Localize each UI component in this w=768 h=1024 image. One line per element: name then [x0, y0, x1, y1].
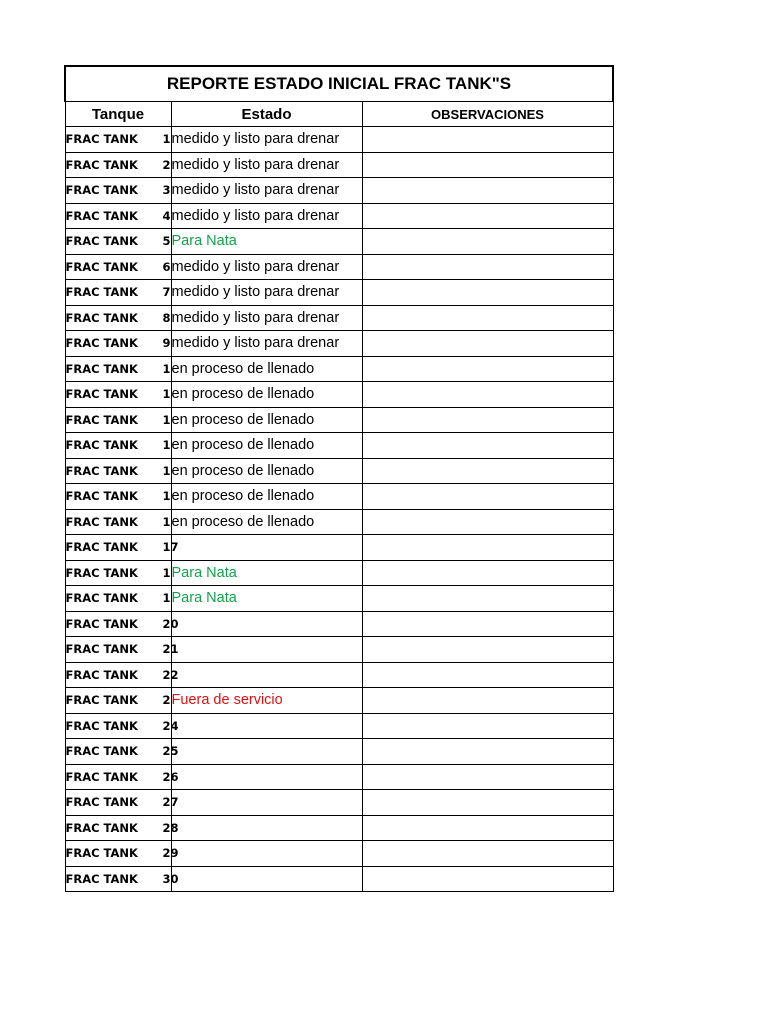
estado-cell[interactable]: Fuera de servicio [171, 688, 362, 714]
frac-tank-status-table [64, 65, 614, 892]
table-row [65, 203, 613, 229]
tank-label: FRAC TANK [65, 744, 138, 759]
observaciones-cell[interactable] [362, 356, 613, 382]
table-row [65, 611, 613, 637]
tank-number: 1 [162, 412, 171, 427]
tanque-cell[interactable] [65, 713, 179, 739]
tank-number: 25 [162, 744, 179, 759]
tank-number: 1 [162, 438, 171, 453]
tank-label: FRAC TANK [65, 616, 138, 631]
tank-label: FRAC TANK [65, 489, 138, 504]
tank-number: 1 [162, 463, 171, 478]
tank-number: 1 [162, 132, 171, 147]
header-observaciones[interactable]: OBSERVACIONES [362, 102, 613, 127]
tank-number: 1 [162, 387, 171, 402]
tanque-cell[interactable] [65, 280, 171, 306]
table-row [65, 331, 613, 357]
tank-number: 7 [162, 285, 171, 300]
tank-label: FRAC TANK [65, 438, 138, 453]
table-row [65, 764, 613, 790]
observaciones-cell[interactable] [362, 713, 613, 739]
estado-cell[interactable]: medido y listo para drenar [171, 305, 362, 331]
observaciones-cell[interactable] [362, 535, 613, 561]
observaciones-cell[interactable] [362, 637, 613, 663]
title-row [65, 66, 613, 102]
observaciones-cell[interactable] [362, 560, 613, 586]
tank-label: FRAC TANK [65, 132, 138, 147]
tanque-cell[interactable] [65, 586, 171, 612]
tank-number: 9 [162, 336, 171, 351]
tanque-cell[interactable] [65, 356, 171, 382]
tanque-cell[interactable] [65, 509, 171, 535]
table-row [65, 254, 613, 280]
observaciones-cell[interactable] [362, 866, 613, 892]
observaciones-cell[interactable] [362, 790, 613, 816]
tank-label: FRAC TANK [65, 591, 138, 606]
estado-cell[interactable] [171, 739, 362, 765]
table-row [65, 637, 613, 663]
tank-label: FRAC TANK [65, 387, 138, 402]
table-row [65, 178, 613, 204]
header-estado[interactable]: Estado [171, 102, 362, 127]
table-row [65, 662, 613, 688]
tank-label: FRAC TANK [65, 157, 138, 172]
estado-cell[interactable] [171, 790, 362, 816]
tanque-cell[interactable] [65, 433, 171, 459]
estado-cell[interactable]: Para Nata [171, 560, 362, 586]
tank-number: 4 [162, 208, 171, 223]
tank-label: FRAC TANK [65, 412, 138, 427]
header-row [65, 102, 613, 127]
observaciones-cell[interactable] [362, 688, 613, 714]
observaciones-cell[interactable] [362, 484, 613, 510]
tanque-cell[interactable] [65, 407, 171, 433]
estado-cell[interactable]: medido y listo para drenar [171, 127, 362, 153]
table-row [65, 458, 613, 484]
tank-label: FRAC TANK [65, 336, 138, 351]
header-tanque[interactable]: Tanque [65, 102, 171, 127]
tank-number: 22 [162, 667, 179, 682]
observaciones-cell[interactable] [362, 382, 613, 408]
tank-label: FRAC TANK [65, 361, 138, 376]
table-row [65, 229, 613, 255]
observaciones-cell[interactable] [362, 433, 613, 459]
tank-number: 2 [162, 693, 171, 708]
observaciones-cell[interactable] [362, 739, 613, 765]
table-row [65, 484, 613, 510]
tanque-cell[interactable] [65, 305, 171, 331]
tanque-cell[interactable] [65, 815, 179, 841]
estado-cell[interactable]: medido y listo para drenar [171, 152, 362, 178]
tank-label: FRAC TANK [65, 667, 138, 682]
estado-cell[interactable]: medido y listo para drenar [171, 280, 362, 306]
report-title[interactable]: REPORTE ESTADO INICIAL FRAC TANK"S [65, 66, 613, 102]
table-row [65, 790, 613, 816]
estado-cell[interactable] [171, 535, 362, 561]
tank-label: FRAC TANK [65, 310, 138, 325]
table-row [65, 739, 613, 765]
observaciones-cell[interactable] [362, 611, 613, 637]
table-row [65, 433, 613, 459]
tanque-cell[interactable] [65, 127, 171, 153]
tank-number: 5 [162, 234, 171, 249]
tank-number: 1 [162, 489, 171, 504]
tank-number: 1 [162, 514, 171, 529]
tanque-cell[interactable] [65, 688, 171, 714]
tank-label: FRAC TANK [65, 846, 138, 861]
estado-cell[interactable] [171, 637, 362, 663]
estado-cell[interactable] [171, 662, 362, 688]
tank-label: FRAC TANK [65, 259, 138, 274]
tanque-cell[interactable] [65, 739, 179, 765]
table-body [65, 127, 613, 892]
observaciones-cell[interactable] [362, 509, 613, 535]
estado-cell[interactable]: en proceso de llenado [171, 356, 362, 382]
tanque-cell[interactable] [65, 178, 171, 204]
tank-label: FRAC TANK [65, 540, 138, 555]
table-row [65, 535, 613, 561]
observaciones-cell[interactable] [362, 331, 613, 357]
estado-cell[interactable]: medido y listo para drenar [171, 203, 362, 229]
tank-label: FRAC TANK [65, 769, 138, 784]
table-row [65, 407, 613, 433]
tank-number: 6 [162, 259, 171, 274]
estado-cell[interactable]: en proceso de llenado [171, 407, 362, 433]
tank-label: FRAC TANK [65, 285, 138, 300]
estado-cell[interactable] [171, 764, 362, 790]
estado-cell[interactable]: en proceso de llenado [171, 433, 362, 459]
tank-label: FRAC TANK [65, 642, 138, 657]
tank-number: 28 [162, 820, 179, 835]
tank-number: 1 [162, 361, 171, 376]
table-row [65, 586, 613, 612]
tank-label: FRAC TANK [65, 820, 138, 835]
tanque-cell[interactable] [65, 254, 171, 280]
estado-cell[interactable] [171, 815, 362, 841]
table-row [65, 841, 613, 867]
tank-number: 20 [162, 616, 179, 631]
tank-label: FRAC TANK [65, 183, 138, 198]
table-row [65, 305, 613, 331]
tanque-cell[interactable] [65, 560, 171, 586]
estado-cell[interactable] [171, 866, 362, 892]
observaciones-cell[interactable] [362, 305, 613, 331]
tank-label: FRAC TANK [65, 514, 138, 529]
estado-cell[interactable]: en proceso de llenado [171, 509, 362, 535]
table-row [65, 815, 613, 841]
tanque-cell[interactable] [65, 331, 171, 357]
tanque-cell[interactable] [65, 484, 171, 510]
tank-label: FRAC TANK [65, 718, 138, 733]
tanque-cell[interactable] [65, 152, 171, 178]
estado-cell[interactable]: Para Nata [171, 586, 362, 612]
table-row [65, 688, 613, 714]
observaciones-cell[interactable] [362, 841, 613, 867]
observaciones-cell[interactable] [362, 815, 613, 841]
table-row [65, 356, 613, 382]
estado-cell[interactable]: medido y listo para drenar [171, 178, 362, 204]
table-row [65, 560, 613, 586]
tanque-cell[interactable] [65, 764, 179, 790]
estado-cell[interactable]: en proceso de llenado [171, 382, 362, 408]
table-row [65, 713, 613, 739]
observaciones-cell[interactable] [362, 203, 613, 229]
tank-label: FRAC TANK [65, 565, 138, 580]
tank-number: 1 [162, 591, 171, 606]
tank-number: 24 [162, 718, 179, 733]
tank-number: 27 [162, 795, 179, 810]
tanque-cell[interactable] [65, 458, 171, 484]
tank-label: FRAC TANK [65, 234, 138, 249]
tanque-cell[interactable] [65, 662, 179, 688]
observaciones-cell[interactable] [362, 764, 613, 790]
observaciones-cell[interactable] [362, 152, 613, 178]
observaciones-cell[interactable] [362, 458, 613, 484]
table-row [65, 509, 613, 535]
observaciones-cell[interactable] [362, 127, 613, 153]
estado-cell[interactable] [171, 841, 362, 867]
estado-cell[interactable]: Para Nata [171, 229, 362, 255]
tanque-cell[interactable] [65, 841, 179, 867]
tank-number: 2 [162, 157, 171, 172]
estado-cell[interactable]: medido y listo para drenar [171, 331, 362, 357]
estado-cell[interactable]: en proceso de llenado [171, 458, 362, 484]
tanque-cell[interactable] [65, 637, 179, 663]
table-row [65, 280, 613, 306]
tank-label: FRAC TANK [65, 871, 138, 886]
tanque-cell[interactable] [65, 203, 171, 229]
tank-label: FRAC TANK [65, 463, 138, 478]
tank-label: FRAC TANK [65, 208, 138, 223]
table-row [65, 382, 613, 408]
tanque-cell[interactable] [65, 535, 179, 561]
tank-number: 26 [162, 769, 179, 784]
observaciones-cell[interactable] [362, 280, 613, 306]
tank-label: FRAC TANK [65, 693, 138, 708]
tanque-cell[interactable] [65, 382, 171, 408]
tank-number: 29 [162, 846, 179, 861]
tank-label: FRAC TANK [65, 795, 138, 810]
observaciones-cell[interactable] [362, 407, 613, 433]
tank-number: 17 [162, 540, 179, 555]
tank-number: 8 [162, 310, 171, 325]
observaciones-cell[interactable] [362, 662, 613, 688]
tanque-cell[interactable] [65, 611, 179, 637]
table-row [65, 127, 613, 153]
observaciones-cell[interactable] [362, 254, 613, 280]
tanque-cell[interactable] [65, 790, 179, 816]
tank-number: 21 [162, 642, 179, 657]
tank-number: 30 [162, 871, 179, 886]
observaciones-cell[interactable] [362, 178, 613, 204]
observaciones-cell[interactable] [362, 586, 613, 612]
estado-cell[interactable] [171, 713, 362, 739]
table-row [65, 866, 613, 892]
table-row [65, 152, 613, 178]
estado-cell[interactable] [171, 611, 362, 637]
estado-cell[interactable]: medido y listo para drenar [171, 254, 362, 280]
tank-number: 1 [162, 565, 171, 580]
estado-cell[interactable]: en proceso de llenado [171, 484, 362, 510]
tanque-cell[interactable] [65, 229, 171, 255]
tanque-cell[interactable] [65, 866, 179, 892]
tank-number: 3 [162, 183, 171, 198]
observaciones-cell[interactable] [362, 229, 613, 255]
